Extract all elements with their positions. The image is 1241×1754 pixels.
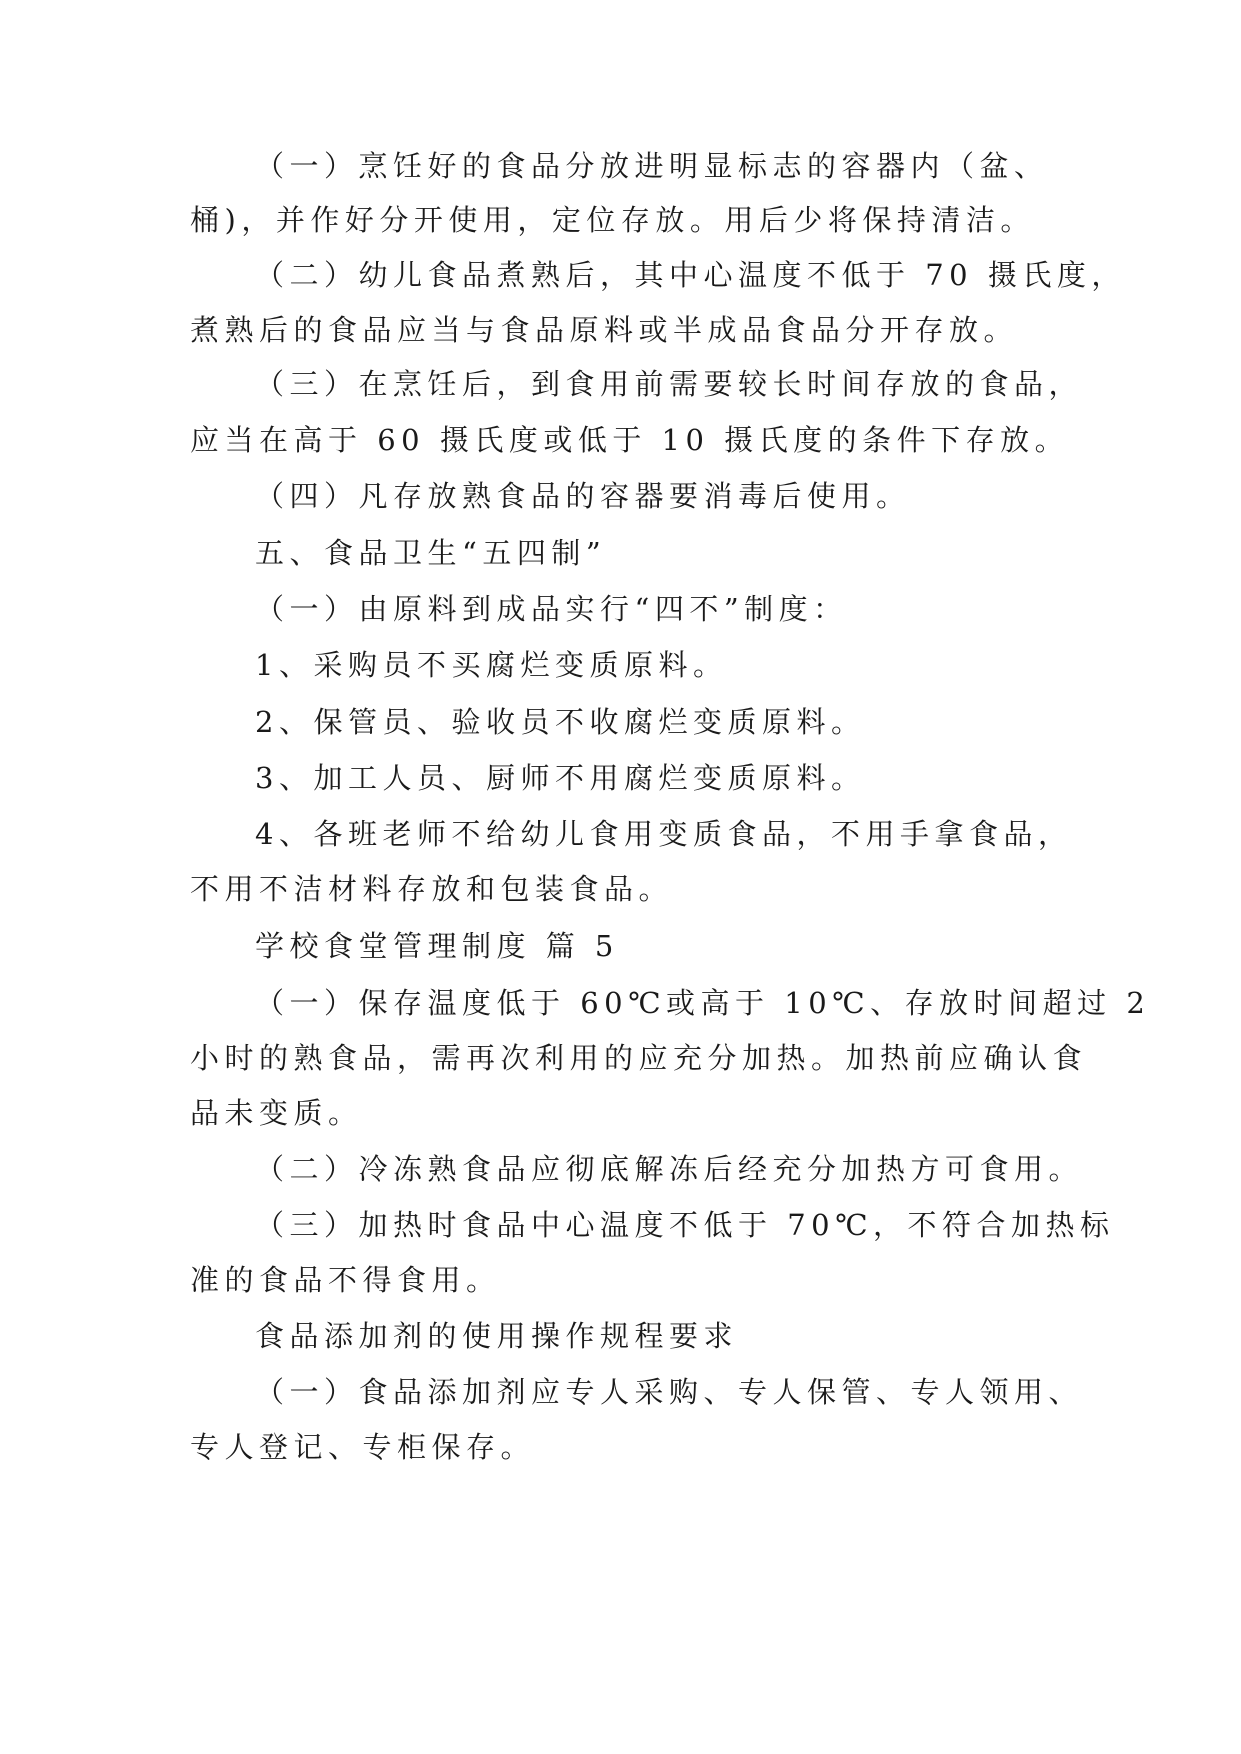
paragraph-line: 应当在高于 60 摄氏度或低于 10 摄氏度的条件下存放。 <box>190 423 1070 457</box>
section-heading: 食品添加剂的使用操作规程要求 <box>255 1319 739 1353</box>
paragraph-line: 小时的熟食品，需再次利用的应充分加热。加热前应确认食 <box>190 1041 1088 1075</box>
paragraph-line: 品未变质。 <box>190 1096 363 1130</box>
list-item: 2、保管员、验收员不收腐烂变质原料。 <box>255 705 866 739</box>
section-heading: 学校食堂管理制度 篇 5 <box>255 929 619 963</box>
paragraph-line: （三）在烹饪后，到食用前需要较长时间存放的食品， <box>255 367 1084 401</box>
paragraph-line: （一）烹饪好的食品分放进明显标志的容器内（盆、 <box>255 149 1049 183</box>
paragraph-line: 桶)，并作好分开使用，定位存放。用后少将保持清洁。 <box>190 203 1035 237</box>
paragraph-line: （二）幼儿食品煮熟后，其中心温度不低于 70 摄氏度， <box>255 258 1126 292</box>
paragraph-line: 专人登记、专柜保存。 <box>190 1430 536 1464</box>
list-item: 3、加工人员、厨师不用腐烂变质原料。 <box>255 761 866 795</box>
paragraph-line: （一）由原料到成品实行“四不”制度： <box>255 592 848 626</box>
list-item: 1、采购员不买腐烂变质原料。 <box>255 648 728 682</box>
paragraph-line: （四）凡存放熟食品的容器要消毒后使用。 <box>255 479 911 513</box>
paragraph-line: 煮熟后的食品应当与食品原料或半成品食品分开存放。 <box>190 313 1019 347</box>
section-heading: 五、食品卫生“五四制” <box>255 536 607 570</box>
paragraph-line: （三）加热时食品中心温度不低于 70℃，不符合加热标 <box>255 1208 1115 1242</box>
paragraph-line: （一）保存温度低于 60℃或高于 10℃、存放时间超过 2 <box>255 986 1151 1020</box>
paragraph-line: 准的食品不得食用。 <box>190 1263 501 1297</box>
paragraph-line: （一）食品添加剂应专人采购、专人保管、专人领用、 <box>255 1375 1084 1409</box>
list-item: 4、各班老师不给幼儿食用变质食品，不用手拿食品， <box>255 817 1073 851</box>
paragraph-line: （二）冷冻熟食品应彻底解冻后经充分加热方可食用。 <box>255 1152 1084 1186</box>
paragraph-line: 不用不洁材料存放和包装食品。 <box>190 872 674 906</box>
